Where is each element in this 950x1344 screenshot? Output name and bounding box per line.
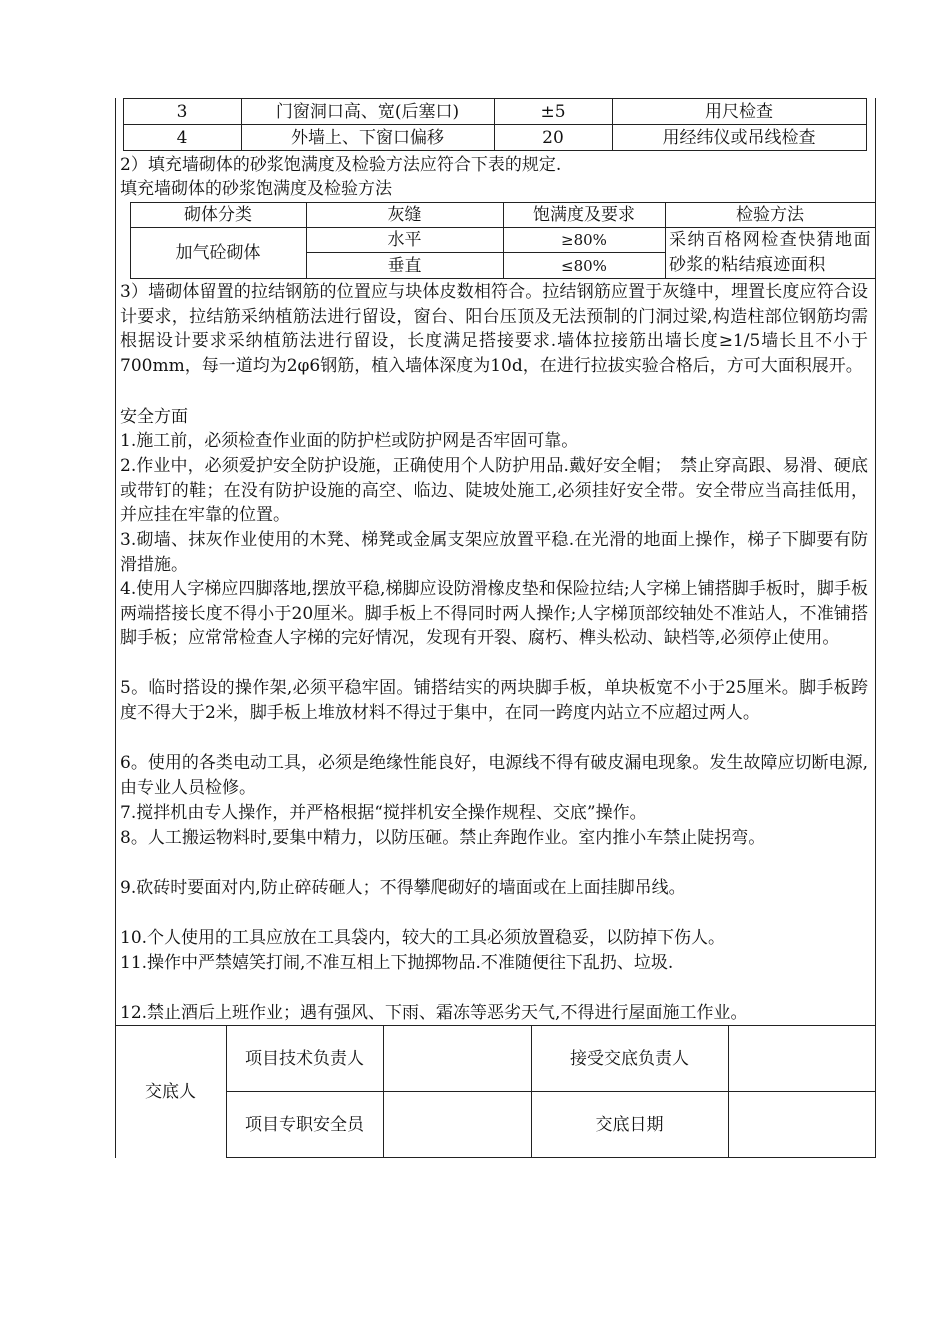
receiver-signature-field[interactable] xyxy=(728,1026,875,1091)
safety-item-7: 7.搅拌机由专人操作，并严格根据“搅拌机安全操作规程、交底”操作。 xyxy=(120,803,647,823)
safety-item-6: 6。使用的各类电动工具，必须是绝缘性能良好，电源线不得有破皮漏电现象。发生故障应切断电源,由专业人员检修。 xyxy=(120,753,868,798)
joint-vertical: 垂直 xyxy=(387,255,422,276)
safety-item-8: 8。人工搬运物料时,要集中精力，以防压砸。禁止奔跑作业。室内推小车禁止陡拐弯。 xyxy=(120,828,766,848)
requirement-horizontal: ≥80% xyxy=(561,231,607,249)
presenter-label: 交底人 xyxy=(145,1081,196,1102)
safety-item-4: 4.使用人字梯应四脚落地,摆放平稳,梯脚应设防滑橡皮垫和保险拉结;人字梯上铺搭脚手板时，脚手板两端搭接长度不得小于20厘米。脚手板上不得同时两人操作;人字梯顶部绞轴处不准站人，不准铺搭脚手板；应常常检查人字梯的完好情况，发现有开裂、腐朽、榫头松动、缺档等,必须停止使用。 xyxy=(120,579,868,649)
date-field[interactable] xyxy=(728,1092,875,1157)
frame-left-border xyxy=(115,98,116,1158)
row-tolerance: 20 xyxy=(542,127,564,148)
row-item: 门窗洞口高、宽(后塞口) xyxy=(275,101,460,122)
header-category: 砌体分类 xyxy=(184,205,252,225)
paragraph-3: 3）墙砌体留置的拉结钢筋的位置应与块体皮数相符合。拉结钢筋应置于灰缝中，埋置长度应符合设计要求，拉结筋采纳植筋法进行留设，窗台、阳台压顶及无法预制的门洞过梁,构造柱部位钢筋均需根据设计要求采纳植筋法进行留设，长度满足搭接要求.墙体拉接筋出墙长度≥1/5墙长且不小于700mm，每一道均为2φ6钢筋，植入墙体深度为10d，在进行拉拔实验合格后，方可大面积展开。 xyxy=(120,282,868,376)
safety-officer-label: 项目专职安全员 xyxy=(245,1114,364,1135)
safety-item-9: 9.砍砖时要面对内,防止碎砖砸人；不得攀爬砌好的墙面或在上面挂脚吊线。 xyxy=(120,878,686,898)
receiver-label: 接受交底负责人 xyxy=(570,1048,689,1069)
safety-item-1: 1.施工前，必须检查作业面的防护栏或防护网是否牢固可靠。 xyxy=(120,431,579,451)
header-joint: 灰缝 xyxy=(387,205,422,225)
safety-item-3: 3.砌墙、抹灰作业使用的木凳、梯凳或金属支架应放置平稳.在光滑的地面上操作，梯子下脚要有防滑措施。 xyxy=(120,530,868,575)
row-number: 4 xyxy=(176,127,188,148)
category-cell: 加气砼砌体 xyxy=(175,243,261,263)
safety-item-5: 5。临时搭设的操作架,必须平稳牢固。铺搭结实的两块脚手板，单块板宽不小于25厘米。脚手板跨度不得大于2米，脚手板上堆放材料不得过于集中，在同一跨度内站立不应超过两人。 xyxy=(120,678,868,723)
mortar-table-caption: 填充墙砌体的砂浆饱满度及检验方法 xyxy=(120,179,392,199)
tech-lead-signature-field[interactable] xyxy=(383,1026,531,1091)
frame-right-border xyxy=(875,98,876,1025)
safety-item-2: 2.作业中，必须爱护安全防护设施，正确使用个人防护用品.戴好安全帽； 禁止穿高跟、易滑、硬底或带钉的鞋；在没有防护设施的高空、临边、陡坡处施工,必须挂好安全带。安全带应当高挂低用，并应挂在牢靠的位置。 xyxy=(120,456,868,526)
requirement-vertical: ≤80% xyxy=(561,256,607,275)
paragraph-2: 2）填充墙砌体的砂浆饱满度及检验方法应符合下表的规定. xyxy=(120,155,562,175)
date-label: 交底日期 xyxy=(595,1114,664,1135)
safety-item-12: 12.禁止酒后上班作业；遇有强风、下雨、霜冻等恶劣天气,不得进行屋面施工作业。 xyxy=(120,1003,748,1023)
header-method: 检验方法 xyxy=(736,205,804,225)
safety-title: 安全方面 xyxy=(120,407,188,427)
safety-officer-signature-field[interactable] xyxy=(383,1092,531,1157)
row-method: 用经纬仪或吊线检查 xyxy=(662,127,816,148)
safety-item-10: 10.个人使用的工具应放在工具袋内，较大的工具必须放置稳妥，以防掉下伤人。 xyxy=(120,928,726,948)
tech-lead-label: 项目技术负责人 xyxy=(245,1048,364,1069)
method-cell: 采纳百格网检查快猜地面砂浆的粘结痕迹面积 xyxy=(669,230,871,275)
row-method: 用尺检查 xyxy=(705,101,773,122)
safety-item-11: 11.操作中严禁嬉笑打闹,不准互相上下抛掷物品.不准随便往下乱扔、垃圾. xyxy=(120,953,674,973)
row-number: 3 xyxy=(176,101,188,122)
joint-horizontal: 水平 xyxy=(387,230,422,250)
row-item: 外墙上、下窗口偏移 xyxy=(291,127,444,148)
row-tolerance: ±5 xyxy=(540,101,566,122)
header-requirement: 饱满度及要求 xyxy=(533,205,635,225)
